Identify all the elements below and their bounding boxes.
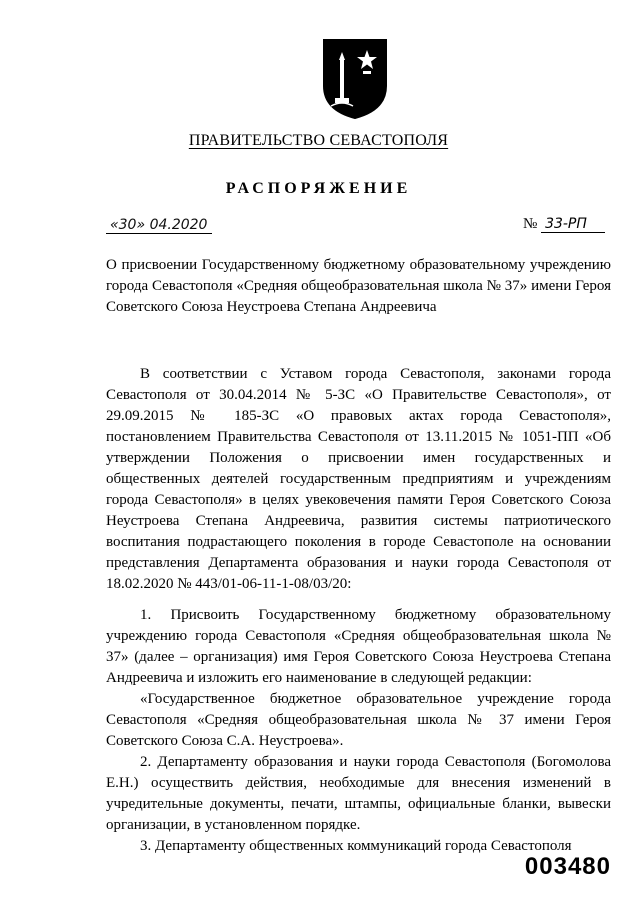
document-type-title: РАСПОРЯЖЕНИЕ <box>225 180 412 197</box>
serial-number: 003480 <box>524 853 611 880</box>
list-item: 3. Департаменту общественных коммуникаций города Севастополя <box>140 838 572 854</box>
preamble-paragraph: В соответствии с Уставом города Севастополя, законами города Севастополя от 30.04.2014 № 5-ЗС «О Правительстве Севастополя», от 29.09.2015 № 185-ЗС «О правовых актах города Севастополя», постановлением Правительства Севастополя от 13.11.2015 № 1051-ПП «Об утверждении Положения о присвоении имен государственных и общественных деятелей государственным предприятиям и учреждениям города Севастополя» в целях увековечения памяти Героя Советского Союза Неустроева Степана Андреевича, развития системы патриотического воспитания подрастающего поколения в городе Севастополе на основании представления Департамента образования и науки города Севастополя от 18.02.2020 № 443/01-06-11-1-08/03/20: <box>106 366 611 592</box>
government-name: ПРАВИТЕЛЬСТВО СЕВАСТОПОЛЯ <box>188 132 449 149</box>
number-value: 33-РП <box>541 216 605 233</box>
resolution-items <box>106 605 611 857</box>
list-item: 2. Департаменту образования и науки города Севастополя (Богомолова Е.Н.) осуществить действия, необходимые для внесения изменений в учредительные документы, печати, штампы, официальные бланки, вывески организации, в установленном порядке. <box>106 754 611 833</box>
document-number <box>523 216 605 233</box>
document-date: «30» 04.2020 <box>106 216 212 234</box>
list-item: «Государственное бюджетное образовательное учреждение города Севастополя «Средняя общеобразовательная школа № 37 имени Героя Советского Союза С.А. Неустроева». <box>106 691 611 749</box>
number-prefix: № <box>523 216 538 232</box>
document-subject: О присвоении Государственному бюджетному образовательному учреждению города Севастополя «Средняя общеобразовательная школа № 37» имени Героя Советского Союза Неустроева Степана Андреевича <box>106 257 611 315</box>
sevastopol-coat-of-arms-icon <box>322 38 388 120</box>
list-item: 1. Присвоить Государственному бюджетному образовательному учреждению города Севастополя «Средняя общеобразовательная школа № 37» (далее – организация) имя Героя Советского Союза Неустроева Степана Андреевича и изложить его наименование в следующей редакции: <box>106 607 611 686</box>
